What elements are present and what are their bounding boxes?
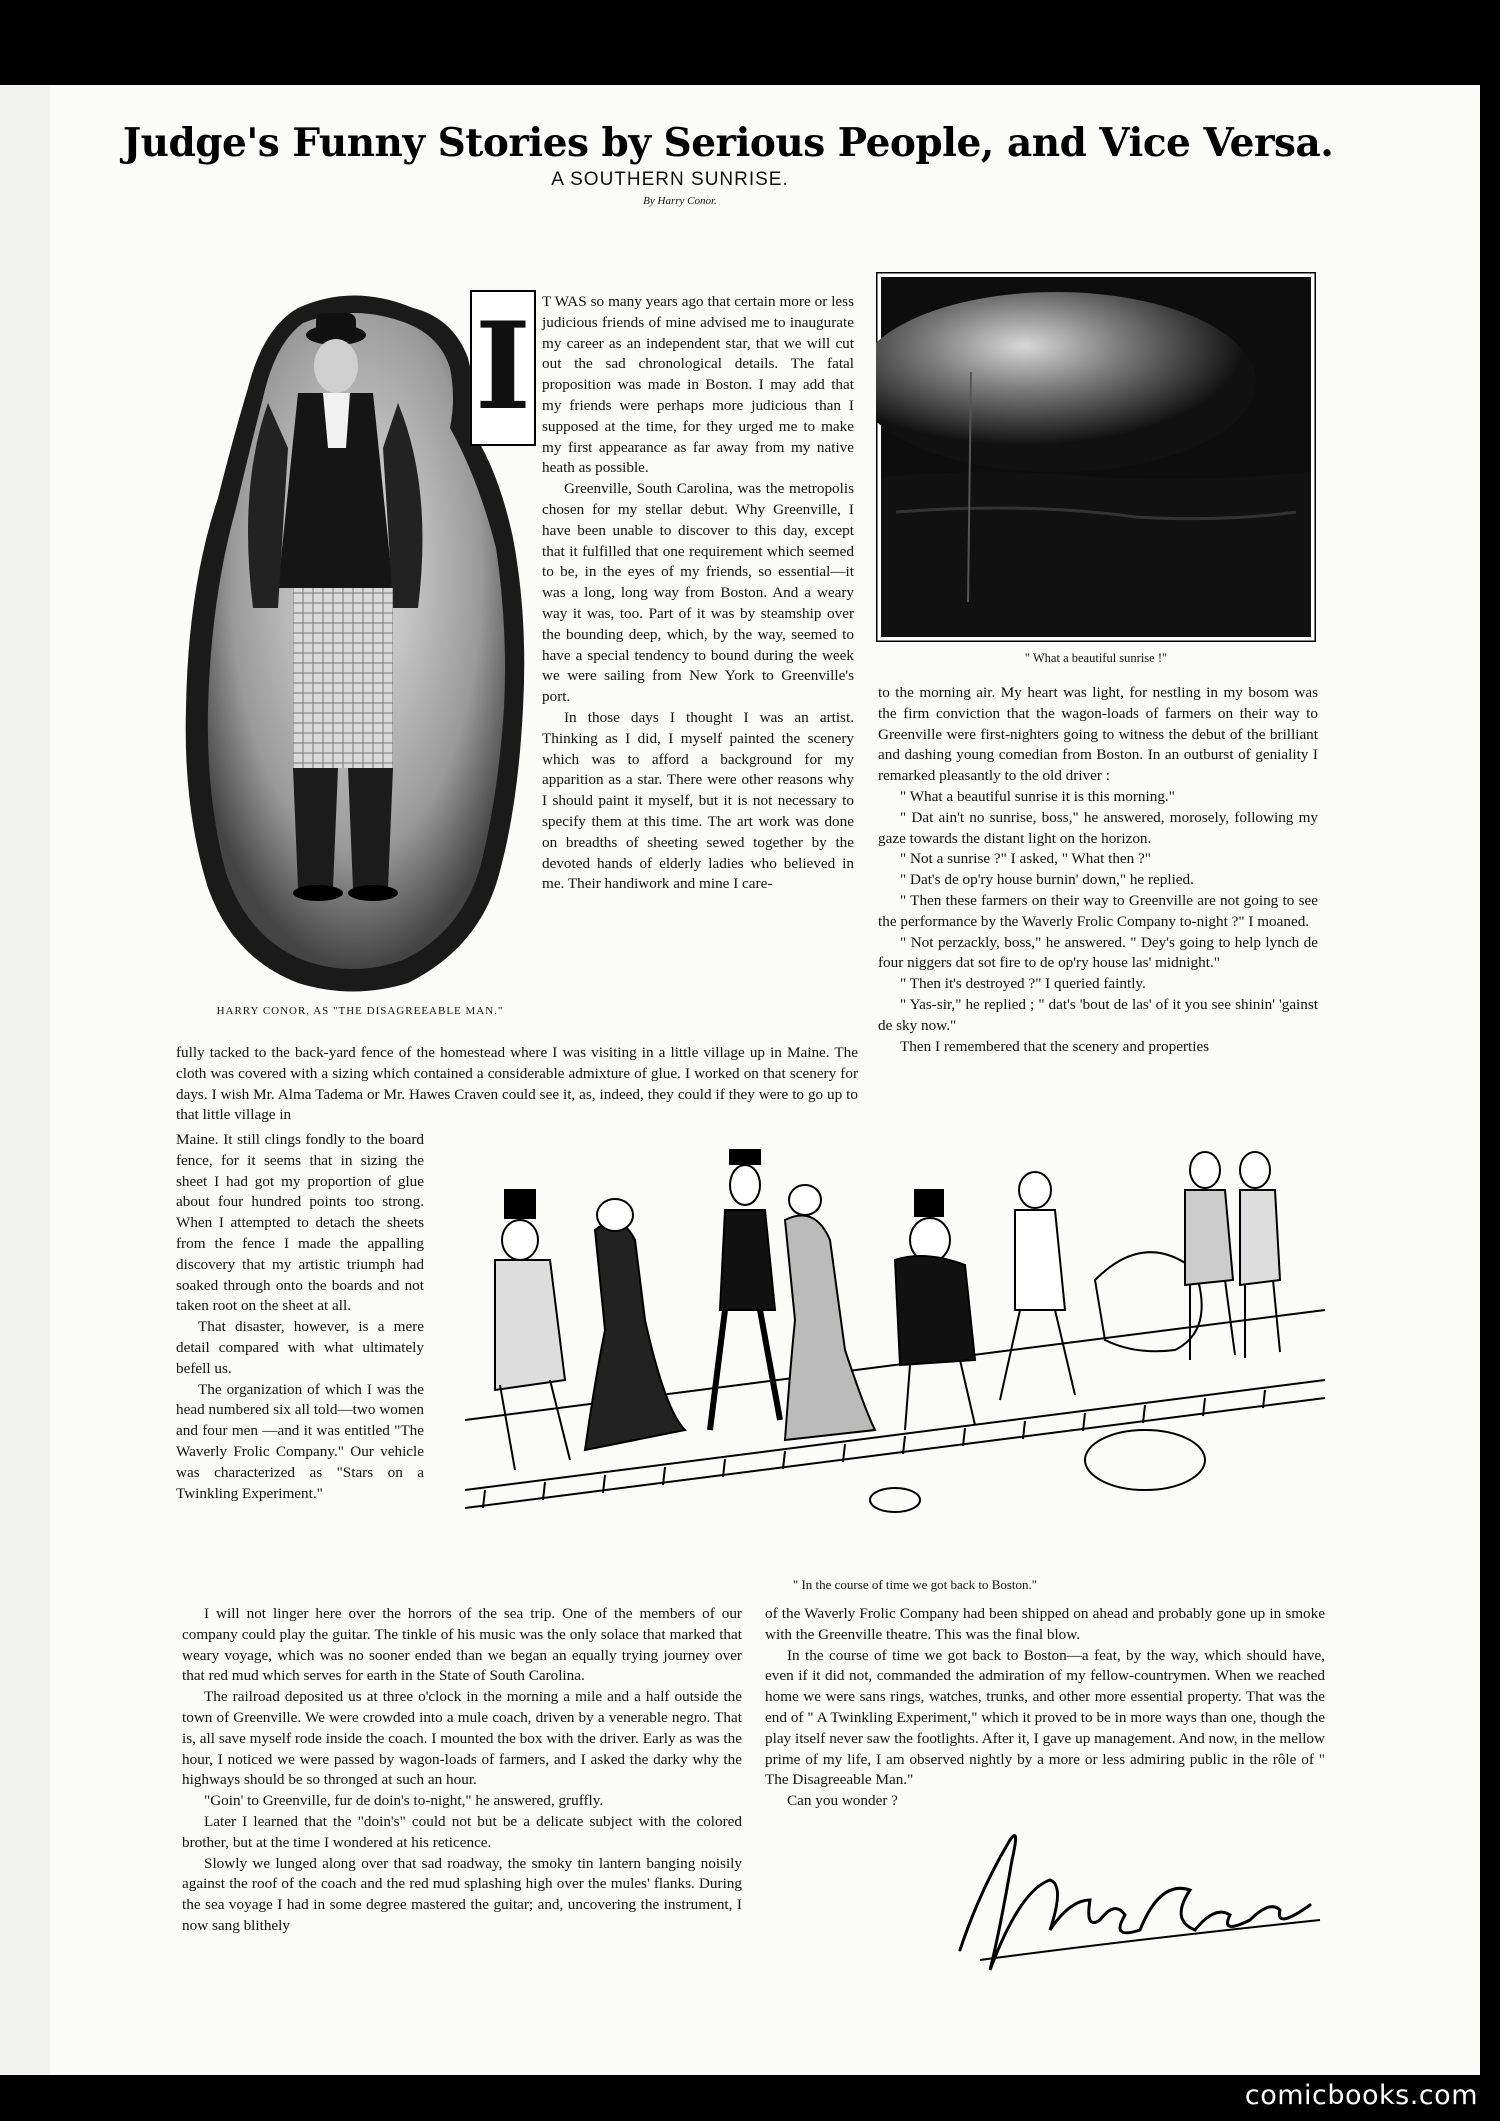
paragraph: of the Waverly Frolic Company had been shipped on ahead and probably gone up in smoke with the Greenville theatre. This was the final blow. (765, 1605, 1325, 1643)
sunrise-caption: " What a beautiful sunrise !" (1024, 651, 1168, 665)
paragraph: Can you wonder ? (787, 1792, 898, 1810)
paragraph: The railroad deposited us at three o'clock in the morning a mile and a half outside the town of Greenville. We were crowded into a mule coach, driven by a venerable negro. That is, all save myself rode inside the coach. I mounted the box with the driver. Early as was the hour, I noticed we were passed by wagon-loads of farmers, and I asked the darky why the highways should be so thronged at such an hour. (182, 1688, 742, 1789)
paragraph: " Then these farmers on their way to Greenville are not going to see the performance by the Waverly Frolic Company to-night ?" I moaned. (878, 891, 1318, 930)
sunrise-illustration (876, 272, 1316, 642)
paragraph: " Then it's destroyed ?" I queried faintly. (900, 975, 1146, 993)
paragraph: That disaster, however, is a mere detail compared with what ultimately befell us. (176, 1318, 424, 1377)
column-a (542, 292, 854, 895)
paragraph: " Dat ain't no sunrise, boss," he answered, morosely, following my gaze towards the distant light on the horizon. (878, 808, 1318, 847)
paragraph: fully tacked to the back-yard fence of the homestead where I was visiting in a little village up in Maine. The cloth was covered with a sizing which contained a considerable admixture of glue. I worked on that scenery for days. I wish Mr. Alma Tadema or Mr. Hawes Craven could see it, as, indeed, they could if they were to go up to that little village in (176, 1044, 858, 1124)
paragraph: T WAS so many years ago that certain more or less judicious friends of mine advised me to inaugurate my career as an independent star, that we will cut out the sad chronological details. The fatal proposition was made in Boston. I may add that my friends were perhaps more judicious than I supposed at the time, for they urged me to make my first appearance as far away from my native heath as possible. (542, 293, 854, 477)
paragraph: The organization of which I was the head numbered six all told—two women and four men —and it was entitled "The Waverly Frolic Company." Our vehicle was characterized as "Stars on a Twinkling Experiment." (176, 1380, 424, 1502)
paragraph: Later I learned that the "doin's" could not but be a delicate subject with the colored brother, but at the time I wondered at his reticence. (182, 1812, 742, 1851)
paragraph: "Goin' to Greenville, fur de doin's to-night," he answered, gruffly. (204, 1792, 604, 1810)
paragraph: " What a beautiful sunrise it is this morning." (900, 787, 1175, 805)
story-subtitle: A SOUTHERN SUNRISE. (551, 169, 789, 190)
paragraph: Slowly we lunged along over that sad roadway, the smoky tin lantern banging noisily against the roof of the coach and the red mud splashing high over the mules' flanks. During the sea voyage I had in some degree mastered the guitar; and, uncovering the instrument, I now sang blithely (182, 1854, 742, 1934)
column-d (878, 683, 1318, 1057)
column-e (765, 1604, 1325, 1812)
paragraph: Maine. It still clings fondly to the board fence, for it seems that in sizing the sheet I had got my proportion of glue about four hundred points too strong. When I attempted to detach the sheets from the fence I made the appalling discovery that my artistic triumph had soaked through onto the boards and not taken root on the sheet at all. (176, 1131, 424, 1315)
story-byline: By Harry Conor. (643, 195, 717, 207)
paragraph: Greenville, South Carolina, was the metropolis chosen for my stellar debut. Why Greenville, I have been unable to discover to this day, except that it fulfilled that one requirement which seemed to be, in the eyes of my friends, so essential—it was a long, long way from Boston. And a weary way it was, too. Part of it was by steamship over the bounding deep, which, by the way, seemed to have a special tendency to bound during the week we were sailing from New York to Greenville's port. (542, 480, 854, 706)
column-b (176, 1130, 424, 1504)
paragraph: In those days I thought I was an artist. Thinking as I did, I myself painted the scenery which was to afford a background for my apparition as a star. There were other reasons why I should paint it myself, but it is not necessary to specify them at this time. The art work was done on breadths of sheeting sewed together by the devoted hands of elderly ladies who believed in me. Their handiwork and mine I care- (542, 708, 854, 893)
paragraph: In the course of time we got back to Boston—a feat, by the way, which should have, even if it did not, commanded the admiration of my fellow-countrymen. When we reached home we were sans rings, watches, trunks, and other more essential property. That was the end of " A Twinkling Experiment," which it proved to be in more ways than one, though the play itself never saw the footlights. After it, I gave up management. And now, in the mellow prime of my life, I am observed nightly by a more or less admiring public in the rôle of " The Disagreeable Man." (765, 1646, 1325, 1789)
paragraph: " Not perzackly, boss," he answered. " Dey's going to help lynch de four niggers dat sot fire to de op'ry house las' midnight." (878, 933, 1318, 972)
paragraph: I will not linger here over the horrors of the sea trip. One of the members of our company could play the guitar. The tinkle of his music was the only solace that marked that weary voyage, which was no sooner ended than we began an equally trying journey over that red mud which serves for earth in the State of South Carolina. (182, 1605, 742, 1685)
paragraph: to the morning air. My heart was light, for nestling in my bosom was the firm conviction that the wagon-loads of farmers on their way to Greenville were first-nighters going to witness the debut of the brilliant and dashing young comedian from Boston. In an outburst of geniality I remarked pleasantly to the old driver : (878, 684, 1318, 785)
paragraph: " Yas-sir," he replied ; " dat's 'bout de las' of it you see shinin' 'gainst de sky now." (878, 995, 1318, 1034)
paragraph: Then I remembered that the scenery and properties (900, 1037, 1210, 1055)
parade-illustration (455, 1130, 1330, 1570)
column-a-wide (176, 1043, 858, 1126)
site-watermark: comicbooks.com (1244, 2080, 1478, 2111)
paragraph: " Dat's de op'ry house burnin' down," he replied. (900, 871, 1194, 889)
parade-caption: " In the course of time we got back to Boston." (792, 1577, 1038, 1592)
signature (950, 1820, 1330, 1990)
column-c (182, 1604, 742, 1937)
drop-cap: I (470, 290, 536, 446)
paragraph: " Not a sunrise ?" I asked, " What then ?" (900, 850, 1151, 868)
portrait-caption: HARRY CONOR, AS "THE DISAGREEABLE MAN." (216, 1005, 504, 1017)
page-title: Judge's Funny Stories by Serious People, and Vice Versa. (122, 120, 1334, 166)
